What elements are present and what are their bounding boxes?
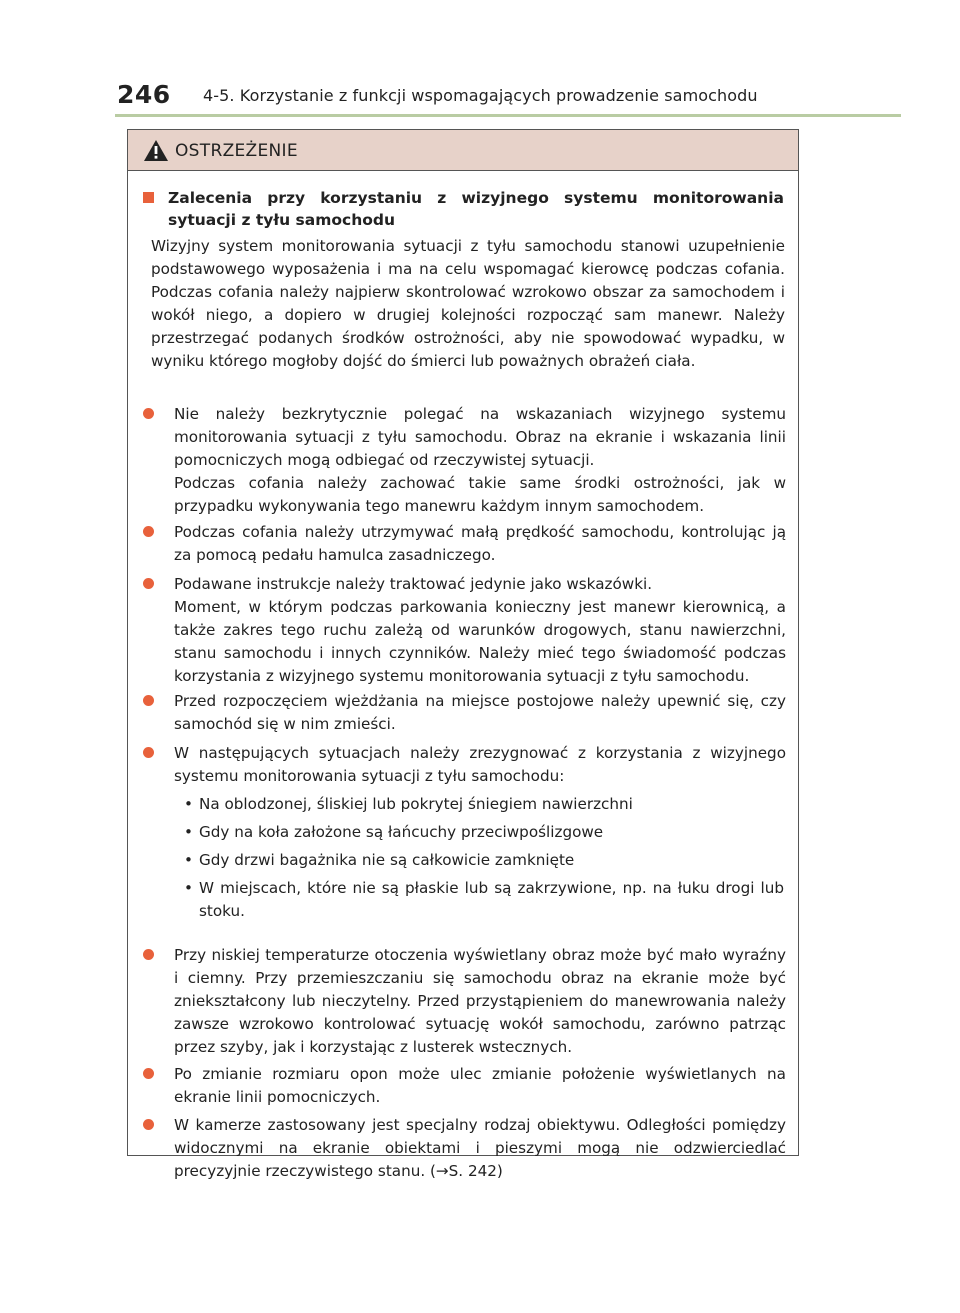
bullet-dot-icon: [143, 578, 154, 589]
bullet-dot-icon: [143, 526, 154, 537]
warning-title: OSTRZEŻENIE: [175, 141, 298, 161]
list-item: W kamerze zastosowany jest specjalny rodzaj obiektywu. Odległości pomiędzy widocznymi na ekranie obiektami i pieszymi mogą nie odzwierciedlać precyzyjnie rzeczywistego stanu. (→S. 242): [174, 1116, 786, 1180]
sub-list-item-text: W miejscach, które nie są płaskie lub są zakrzywione, np. na łuku drogi lub stoku.: [199, 879, 784, 920]
sub-bullet: •: [184, 795, 193, 813]
warning-box: [127, 129, 799, 1180]
sub-list-item-text: Na oblodzonej, śliskiej lub pokrytej śniegiem nawierzchni: [199, 795, 633, 813]
chapter-title: 4-5. Korzystanie z funkcji wspomagających prowadzenie samochodu: [203, 86, 758, 105]
list-item: Przy niskiej temperaturze otoczenia wyświetlany obraz może być mało wyraźny i ciemny. Przy przemieszczaniu się samochodu obraz na ekranie może być zniekształcony lub nieczytelny. Przed przystąpieniem do manewrowania należy zawsze wzrokowo kontrolować sytuację wokół samochodu, zarówno patrząc przez szyby, jak i korzystając z lusterek wstecznych.: [174, 946, 786, 1056]
list-item: Nie należy bezkrytycznie polegać na wskazaniach wizyjnego systemu monitorowania sytuacji z tyłu samochodu. Obraz na ekranie i wskazania linii pomocniczych mogą odbiegać od rzeczywistej sytuacji.: [174, 405, 786, 469]
section-square-icon: [143, 192, 154, 203]
bullet-dot-icon: [143, 408, 154, 419]
section-title: Zalecenia przy korzystaniu z wizyjnego systemu monitorowania sytuacji z tyłu samochodu: [168, 189, 784, 229]
bullet-dot-icon: [143, 1119, 154, 1130]
list-item: Podawane instrukcje należy traktować jedynie jako wskazówki.: [174, 575, 653, 593]
warning-header: [128, 130, 798, 171]
warning-triangle-icon: [143, 139, 169, 162]
sub-bullet: •: [184, 851, 193, 869]
page-number: 246: [117, 80, 171, 109]
list-item: Po zmianie rozmiaru opon może ulec zmianie położenie wyświetlanych na ekranie linii pomocniczych.: [174, 1065, 786, 1106]
bullet-dot-icon: [143, 695, 154, 706]
bullet-dot-icon: [143, 949, 154, 960]
sub-list-item-text: Gdy drzwi bagażnika nie są całkowicie zamknięte: [199, 851, 575, 869]
header-rule: [115, 114, 901, 117]
list-item: Przed rozpoczęciem wjeżdżania na miejsce postojowe należy upewnić się, czy samochód się w nim zmieści.: [174, 692, 786, 733]
sub-list-item-text: Gdy na koła założone są łańcuchy przeciwpoślizgowe: [199, 823, 604, 841]
list-item-extra: Podczas cofania należy zachować takie same środki ostrożności, jak w przypadku wykonywania tego manewru każdym innym samochodem.: [174, 474, 786, 515]
sub-bullet: •: [184, 879, 193, 897]
list-item-extra: Moment, w którym podczas parkowania konieczny jest manewr kierownicą, a także zakres tego ruchu zależą od warunków drogowych, stanu nawierzchni, stanu samochodu i innych czynników. Należy mieć tego świadomość podczas korzystania z wizyjnego systemu monitorowania sytuacji z tyłu samochodu.: [174, 598, 786, 685]
bullet-dot-icon: [143, 747, 154, 758]
sub-bullet: •: [184, 823, 193, 841]
list-item: Podczas cofania należy utrzymywać małą prędkość samochodu, kontrolując ją za pomocą pedału hamulca zasadniczego.: [174, 523, 786, 564]
bullet-dot-icon: [143, 1068, 154, 1079]
intro-paragraph: Wizyjny system monitorowania sytuacji z tyłu samochodu stanowi uzupełnienie podstawowego wyposażenia i ma na celu wspomagać kierowcę podczas cofania. Podczas cofania należy najpierw skontrolować wzrokowo obszar za samochodem i wokół niego, a dopiero w drugiej kolejności rozpocząć sam manewr. Należy przestrzegać podanych środków ostrożności, aby nie spowodować wypadku, w wyniku którego mogłoby dojść do śmierci lub poważnych obrażeń ciała.: [151, 237, 785, 370]
page-header: [0, 0, 960, 115]
list-item: W następujących sytuacjach należy zrezygnować z korzystania z wizyjnego systemu monitorowania sytuacji z tyłu samochodu:: [174, 744, 786, 785]
